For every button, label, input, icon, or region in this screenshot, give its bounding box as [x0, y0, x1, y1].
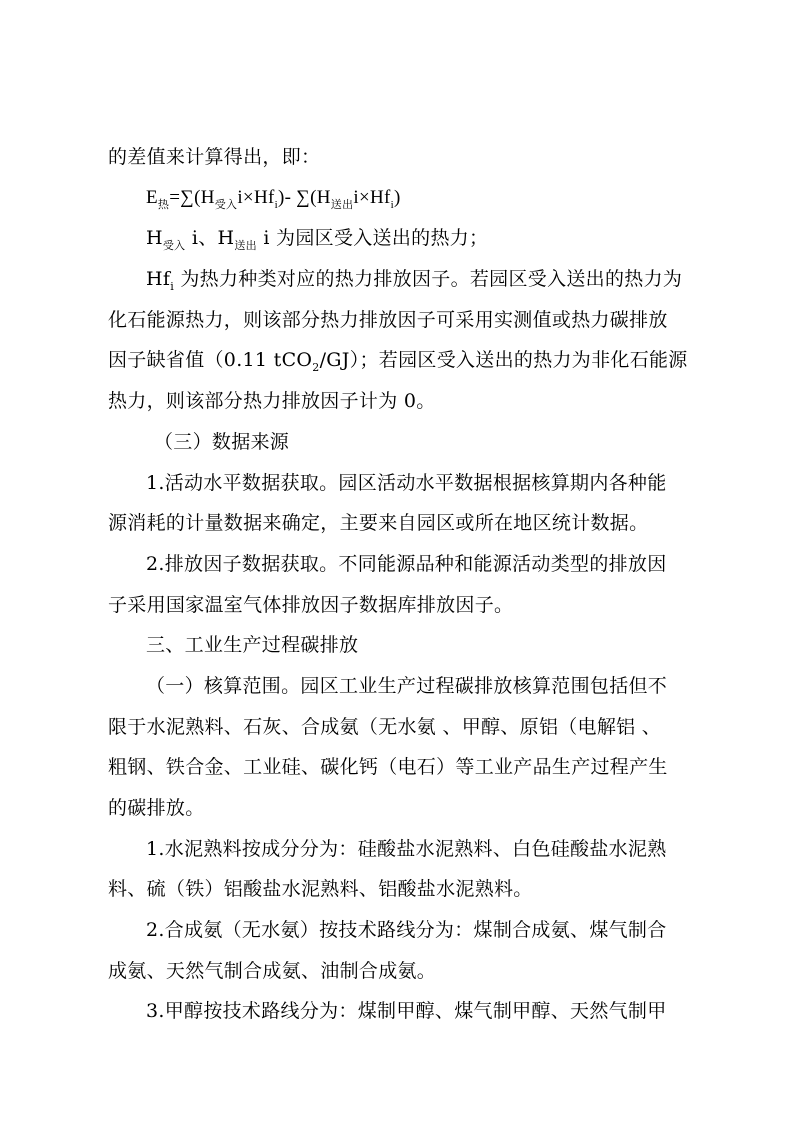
- paragraph-line: 2.合成氨（无水氨）按技术路线分为：煤制合成氨、煤气制合: [146, 919, 667, 942]
- paragraph-line: 料、硫（铁）铝酸盐水泥熟料、铝酸盐水泥熟料。: [108, 878, 533, 901]
- variable-definition-hf: $Hf_i$ 为热力种类对应的热力排放因子。若园区受入送出的热力为: [146, 268, 683, 294]
- section-heading-industrial-process: 三、工业生产过程碳排放: [146, 634, 359, 657]
- document-body: [108, 137, 696, 1032]
- paragraph-line: 限于水泥熟料、石灰、合成氨（无水氨 、甲醇、原铝（电解铝 、: [108, 715, 662, 738]
- paragraph-line: 1.活动水平数据获取。园区活动水平数据根据核算期内各种能: [146, 471, 667, 494]
- heat-emission-formula: $E_热=\sum(H_{受入}i\times Hf_i)-$ $\sum(H_{送出}i\times Hf_i)$: [146, 186, 401, 211]
- paragraph-line: 的碳排放。: [108, 797, 205, 819]
- paragraph-line: 3.甲醇按技术路线分为：煤制甲醇、煤气制甲醇、天然气制甲: [146, 1000, 667, 1023]
- paragraph-line: 热力，则该部分热力排放因子计为 0。: [108, 390, 436, 413]
- paragraph-line: 因子缺省值（0.11 tCO$_2$/GJ）；若园区受入送出的热力为非化石能源: [108, 349, 688, 375]
- paragraph-line: （一）核算范围。园区工业生产过程碳排放核算范围包括但不: [146, 674, 668, 697]
- paragraph-line: 2.排放因子数据获取。不同能源品种和能源活动类型的排放因: [146, 552, 667, 575]
- paragraph-line: 粗钢、铁合金、工业硅、碳化钙（电石）等工业产品生产过程产生: [108, 756, 668, 779]
- paragraph-line: 化石能源热力，则该部分热力排放因子可采用实测值或热力碳排放: [108, 308, 668, 331]
- variable-definition-h: $H_{受入}$ i、$H_{送出}$ i 为园区受入送出的热力；: [146, 227, 489, 253]
- formula-intro: 的差值来计算得出，即：: [108, 146, 321, 168]
- section-heading-data-source: （三）数据来源: [154, 430, 290, 453]
- paragraph-line: 源消耗的计量数据来确定，主要来自园区或所在地区统计数据。: [108, 512, 649, 535]
- paragraph-line: 成氨、天然气制合成氨、油制合成氨。: [108, 959, 437, 982]
- paragraph-line: 1.水泥熟料按成分分为：硅酸盐水泥熟料、白色硅酸盐水泥熟: [146, 837, 667, 860]
- paragraph-line: 子采用国家温室气体排放因子数据库排放因子。: [108, 593, 514, 616]
